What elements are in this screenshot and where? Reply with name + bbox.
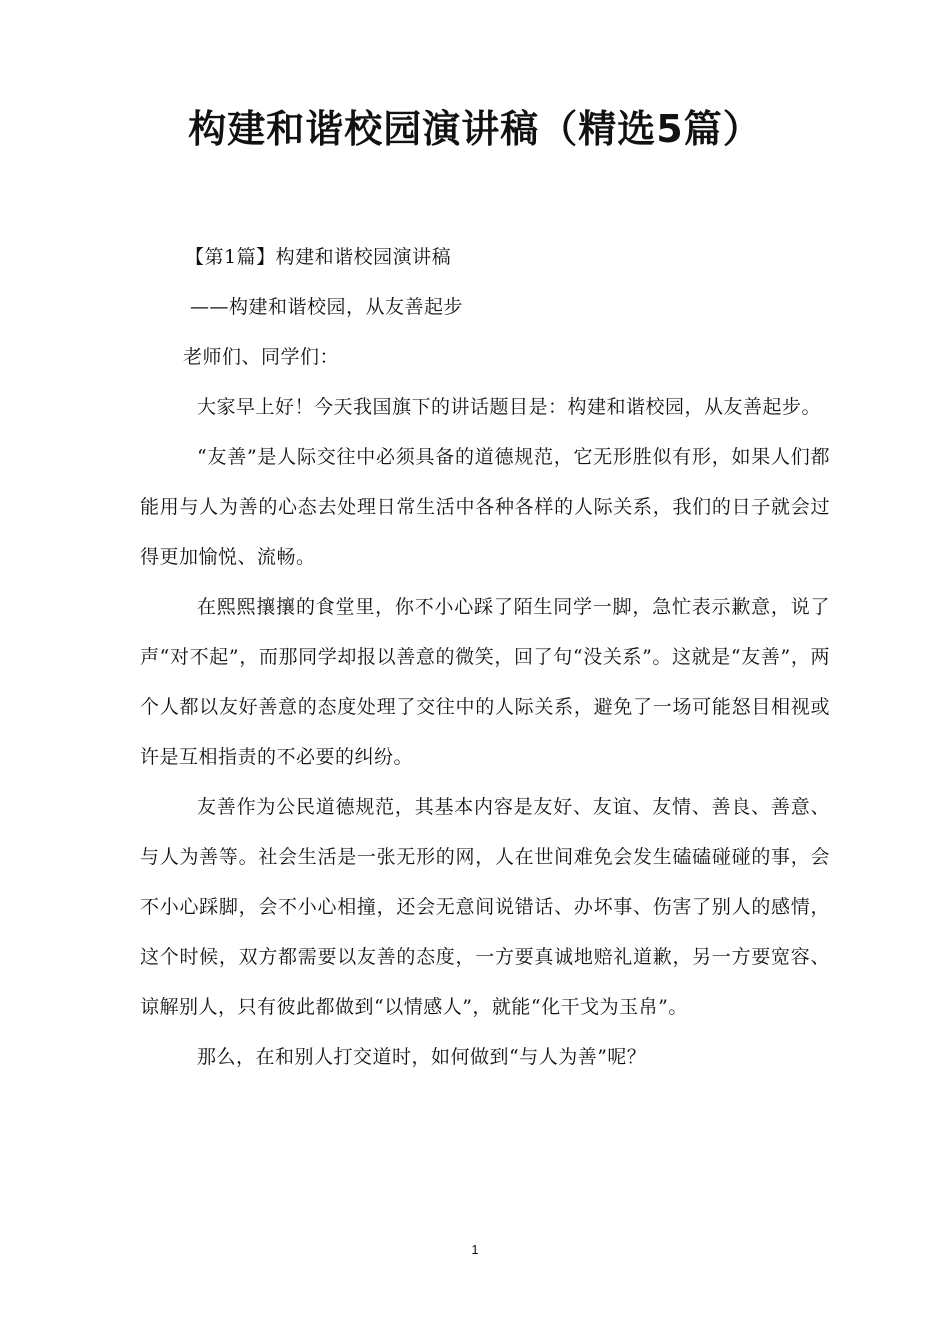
paragraph: 友善作为公民道德规范，其基本内容是友好、友谊、友情、善良、善意、与人为善等。社会生活是一张无形的网，人在世间难免会发生磕磕碰碰的事，会不小心踩脚，会不小心相撞，还会无意间说错话、办坏事、伤害了别人的感情，这个时候，双方都需要以友善的态度，一方要真诚地赔礼道歉，另一方要宽容、谅解别人，只有彼此都做到“以情感人”，就能“化干戈为玉帛”。 [140,796,830,1018]
speech-subtitle: ——构建和谐校园，从友善起步 [190,296,464,318]
paragraph: “友善”是人际交往中必须具备的道德规范，它无形胜似有形，如果人们都能用与人为善的心态去处理日常生活中各种各样的人际关系，我们的日子就会过得更加愉悦、流畅。 [140,446,830,568]
page-number: 1 [471,1242,479,1257]
salutation: 老师们、同学们： [183,346,340,368]
document-title: 构建和谐校园演讲稿（精选5篇） [188,107,762,151]
section-heading: 【第1篇】构建和谐校园演讲稿 [185,246,452,268]
document-body [140,232,830,1082]
paragraph: 在熙熙攘攘的食堂里，你不小心踩了陌生同学一脚，急忙表示歉意，说了声“对不起”，而那同学却报以善意的微笑，回了句“没关系”。这就是“友善”，两个人都以友好善意的态度处理了交往中的人际关系，避免了一场可能怒目相视或许是互相指责的不必要的纠纷。 [140,596,830,768]
paragraph: 那么，在和别人打交道时，如何做到“与人为善”呢？ [197,1046,647,1068]
paragraph: 大家早上好！今天我国旗下的讲话题目是：构建和谐校园，从友善起步。 [197,396,822,418]
